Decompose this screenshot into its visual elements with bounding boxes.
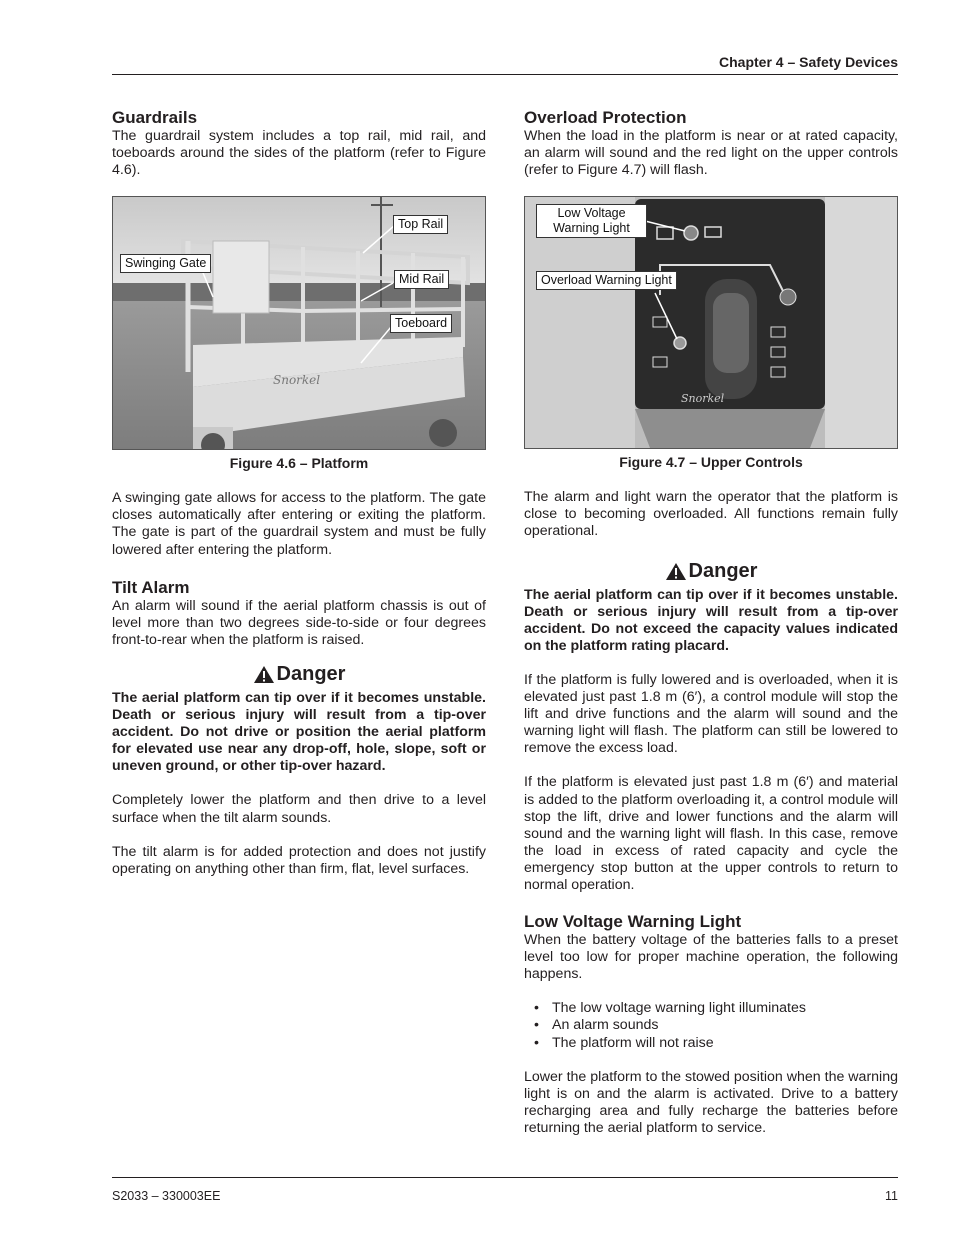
- alarm-light-text: The alarm and light warn the operator that the platform is close to becoming overloaded. All functions remain fully operational.: [524, 489, 898, 540]
- figure-caption-platform: Figure 4.6 – Platform: [229, 455, 369, 472]
- controls-brand: Snorkel: [681, 392, 725, 406]
- elevated-overload-text: If the platform is elevated just past 1.8 m (6′) and material is added to the platform overloading it, a control module will stop the lift, drive and lower functions and the alarm will sound and the warning light will flash. In this case, remove the load in excess of rated capacity and cycle the emergency stop button at the upper controls to return to normal operation.: [524, 774, 898, 893]
- lower-platform-text: Completely lower the platform and then drive to a level surface when the tilt alarm sounds.: [112, 792, 486, 826]
- chapter-title: Chapter 4 – Safety Devices: [719, 54, 898, 70]
- callout-toeboard: Toeboard: [390, 314, 452, 333]
- tilt-alarm-heading: Tilt Alarm: [112, 577, 190, 597]
- warning-triangle-icon: [253, 665, 275, 684]
- warning-triangle-icon: [665, 562, 687, 581]
- gate-text: A swinging gate allows for access to the platform. The gate closes automatically after entering or exiting the platform. The gate is part of the guardrail system and must be fully lowered after entering the platform.: [112, 490, 486, 558]
- figure-platform: [112, 196, 486, 450]
- tilt-alarm-text: An alarm will sound if the aerial platform chassis is out of level more than two degrees side-to-side or four degrees front-to-rear when the platform is raised.: [112, 597, 486, 648]
- list-item: • An alarm sounds: [552, 1017, 898, 1034]
- page-footer: [112, 1177, 898, 1203]
- danger-heading-right: [524, 560, 898, 583]
- left-column: [112, 108, 486, 878]
- danger-text-right: The aerial platform can tip over if it becomes unstable. Death or serious injury will result from a tip-over accident. Do not exceed the capacity values indicated on the platform rating placard.: [524, 586, 898, 654]
- lowered-overload-text: If the platform is fully lowered and is overloaded, when it is elevated just past 1.8 m (6′), a control module will stop the lift and drive functions and the alarm will sound and the warning light will flash. The platform can still be lowered to remove the excess load.: [524, 671, 898, 757]
- list-item: • The platform will not raise: [552, 1035, 898, 1052]
- page-number: 11: [885, 1189, 898, 1203]
- overload-heading: Overload Protection: [524, 108, 687, 127]
- guardrails-heading: Guardrails: [112, 108, 198, 127]
- document-id: S2033 – 330003EE: [112, 1189, 221, 1203]
- danger-title: Danger: [688, 559, 758, 582]
- danger-heading-left: [112, 663, 486, 686]
- low-voltage-heading: Low Voltage Warning Light: [524, 912, 742, 932]
- list-item: • The low voltage warning light illuminates: [552, 1000, 898, 1017]
- callout-low-voltage-light: Low Voltage Warning Light: [536, 204, 647, 238]
- platform-brand: Snorkel: [273, 373, 321, 388]
- page-header: [112, 52, 898, 75]
- tilt-alarm-note: The tilt alarm is for added protection and does not justify operating on anything other than firm, flat, level surfaces.: [112, 843, 486, 877]
- figure-upper-controls: [524, 196, 898, 449]
- danger-title: Danger: [276, 662, 346, 685]
- callout-top-rail: Top Rail: [393, 215, 448, 234]
- figure-caption-controls: Figure 4.7 – Upper Controls: [619, 454, 803, 471]
- low-voltage-final: Lower the platform to the stowed position when the warning light is on and the alarm is activated. Drive to a battery recharging area and fully recharge the batteries before returning the aerial platform to service.: [524, 1068, 898, 1136]
- callout-swinging-gate: Swinging Gate: [120, 254, 211, 273]
- low-voltage-list: [524, 1000, 898, 1051]
- callout-mid-rail: Mid Rail: [394, 270, 449, 289]
- right-column: [524, 108, 898, 1137]
- guardrails-text: The guardrail system includes a top rail, mid rail, and toeboards around the sides of the platform (refer to Figure 4.6).: [112, 128, 486, 179]
- callout-overload-light: Overload Warning Light: [536, 271, 677, 290]
- danger-text-left: The aerial platform can tip over if it becomes unstable. Death or serious injury will result from a tip-over accident. Do not drive or position the aerial platform for elevated use near any drop-off, hole, slope, soft or uneven ground, or other tip-over hazard.: [112, 689, 486, 775]
- overload-text: When the load in the platform is near or at rated capacity, an alarm will sound and the red light on the upper controls (refer to Figure 4.7) will flash.: [524, 128, 898, 179]
- low-voltage-text: When the battery voltage of the batteries falls to a preset level too low for proper machine operation, the following happens.: [524, 932, 898, 983]
